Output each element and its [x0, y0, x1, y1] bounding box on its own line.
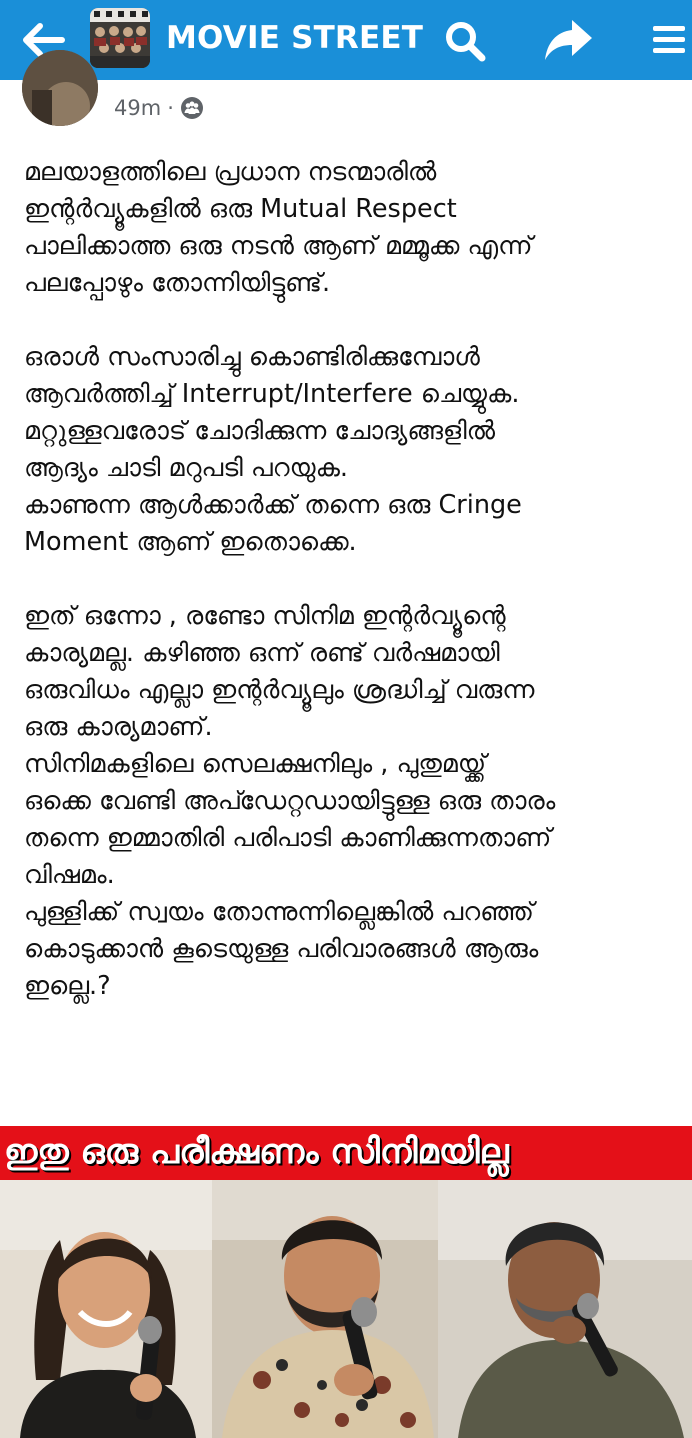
group-audience-icon	[180, 96, 204, 120]
menu-button[interactable]	[650, 22, 686, 58]
post-paragraph: മലയാളത്തിലെ പ്രധാന നടന്മാരിൽ ഇന്റർവ്യൂകളിൽ ഒരു Mutual Respect പാലിക്കാത്ത ഒരു നടൻ ആണ് മമ്മൂക്ക എന്ന് പലപ്പോഴും തോന്നിയിട്ടുണ്ട്.	[24, 157, 533, 298]
post-time[interactable]: 49m	[114, 96, 162, 120]
photo-left-person	[0, 1180, 212, 1438]
post-paragraph: ഒരാൾ സംസാരിച്ചു കൊണ്ടിരിക്കുമ്പോൾ ആവർത്തിച്ച് Interrupt/Interfere ചെയ്യുക. മറ്റുള്ളവരോട് ചോദിക്കുന്ന ചോദ്യങ്ങളിൽ ആദ്യം ചാടി മറുപടി പറയുക. കാണുന്ന ആൾക്കാർക്ക് തന്നെ ഒരു Cringe Moment ആണ് ഇതൊക്കെ.	[24, 342, 522, 557]
meta-separator: ·	[167, 96, 174, 120]
image-banner-text: ഇതു ഒരു പരീക്ഷണം സിനിമയില്ല	[4, 1132, 509, 1172]
menu-icon	[650, 22, 686, 58]
photo-right-person	[438, 1180, 692, 1438]
share-icon	[542, 16, 594, 64]
app-header	[0, 0, 692, 80]
post-image[interactable]	[0, 1126, 692, 1438]
author-avatar[interactable]	[22, 50, 98, 126]
group-title[interactable]: MOVIE STREET	[166, 20, 424, 56]
share-button[interactable]	[542, 16, 594, 64]
search-button[interactable]	[442, 18, 488, 64]
group-thumbnail[interactable]	[90, 8, 150, 68]
image-banner	[0, 1126, 692, 1180]
search-icon	[442, 18, 488, 64]
post-meta	[114, 96, 204, 120]
post-paragraph: ഇത് ഒന്നോ , രണ്ടോ സിനിമ ഇന്റർവ്യൂന്റെ കാര്യമല്ല. കഴിഞ്ഞ ഒന്ന് രണ്ട് വർഷമായി ഒരുവിധം എല്ലാ ഇന്റർവ്യൂലും ശ്രദ്ധിച്ച് വരുന്ന ഒരു കാര്യമാണ്. സിനിമകളിലെ സെലക്ഷനിലും , പുതുമയ്ക്ക് ഒക്കെ വേണ്ടി അപ്ഡേറ്റഡായിട്ടുള്ള ഒരു താരം തന്നെ ഇമ്മാതിരി പരിപാടി കാണിക്കുന്നതാണ് വിഷമം. പുള്ളിക്ക് സ്വയം തോന്നുന്നില്ലെങ്കിൽ പറഞ്ഞ് കൊടുക്കാൻ കൂടെയുള്ള പരിവാരങ്ങൾ ആരും ഇല്ലെ.?	[24, 601, 556, 1001]
photo-center-person	[212, 1180, 438, 1438]
post-text	[24, 154, 688, 1005]
